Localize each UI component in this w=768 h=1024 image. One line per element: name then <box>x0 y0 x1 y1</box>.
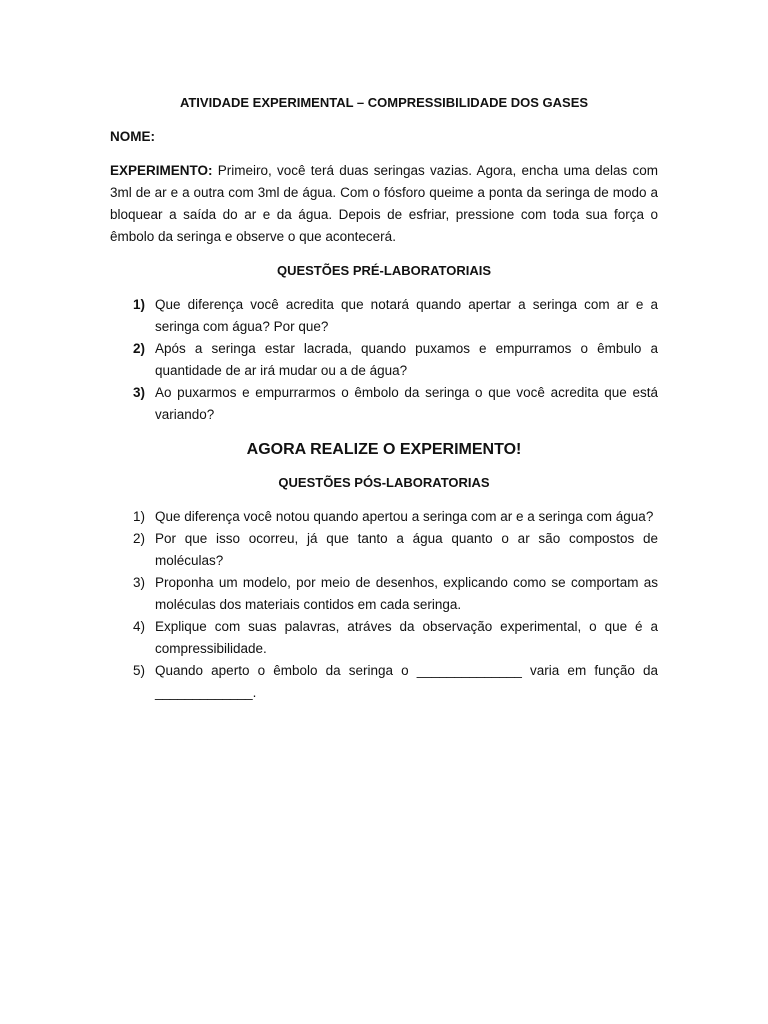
question-text: Proponha um modelo, por meio de desenhos, explicando como se comportam as moléculas dos materiais contidos em cada seringa. <box>155 575 658 612</box>
experiment-label: EXPERIMENTO: <box>110 163 213 178</box>
perform-experiment-heading: AGORA REALIZE O EXPERIMENTO! <box>246 441 522 458</box>
list-item <box>110 528 658 572</box>
list-item <box>110 616 658 660</box>
question-text: Por que isso ocorreu, já que tanto a água quanto o ar são compostos de moléculas? <box>155 531 658 568</box>
question-number: 2) <box>133 341 146 356</box>
question-number: 3) <box>133 575 146 590</box>
post-lab-heading: QUESTÕES PÓS-LABORATORIAS <box>278 475 490 490</box>
question-text: Que diferença você acredita que notará quando apertar a seringa com ar e a seringa com água? Por que? <box>155 297 658 334</box>
experiment-text: Primeiro, você terá duas seringas vazias. Agora, encha uma delas com 3ml de ar e a outra com 3ml de água. Com o fósforo queime a ponta da seringa de modo a bloquear a saída do ar e da água. Depois de esfriar, pressione com toda sua força o êmbolo da seringa e observe o que acontecerá. <box>110 163 658 244</box>
list-item <box>110 660 658 704</box>
question-number: 1) <box>133 297 146 312</box>
list-item <box>110 338 658 382</box>
page-title: ATIVIDADE EXPERIMENTAL – COMPRESSIBILIDADE DOS GASES <box>179 95 589 110</box>
question-number: 3) <box>133 385 146 400</box>
post-lab-questions <box>110 506 658 704</box>
list-item <box>110 294 658 338</box>
list-item <box>110 572 658 616</box>
question-number: 2) <box>133 531 146 546</box>
question-text: Após a seringa estar lacrada, quando puxamos e empurramos o êmbulo a quantidade de ar irá mudar ou a de água? <box>155 341 658 378</box>
question-text: Ao puxarmos e empurrarmos o êmbolo da seringa o que você acredita que está variando? <box>155 385 658 422</box>
list-item <box>110 382 658 426</box>
question-number: 4) <box>133 619 146 634</box>
question-number: 1) <box>133 509 146 524</box>
pre-lab-heading: QUESTÕES PRÉ-LABORATORIAIS <box>276 263 492 278</box>
list-item <box>110 506 658 528</box>
question-text: Que diferença você notou quando apertou a seringa com ar e a seringa com água? <box>155 509 654 524</box>
question-number: 5) <box>133 663 146 678</box>
pre-lab-questions <box>110 294 658 426</box>
name-field-label: NOME: <box>110 129 155 144</box>
question-text: Explique com suas palavras, atráves da observação experimental, o que é a compressibilidade. <box>155 619 658 656</box>
question-text: Quando aperto o êmbolo da seringa o ______________ varia em função da _____________. <box>155 663 658 700</box>
experiment-paragraph <box>110 160 658 248</box>
